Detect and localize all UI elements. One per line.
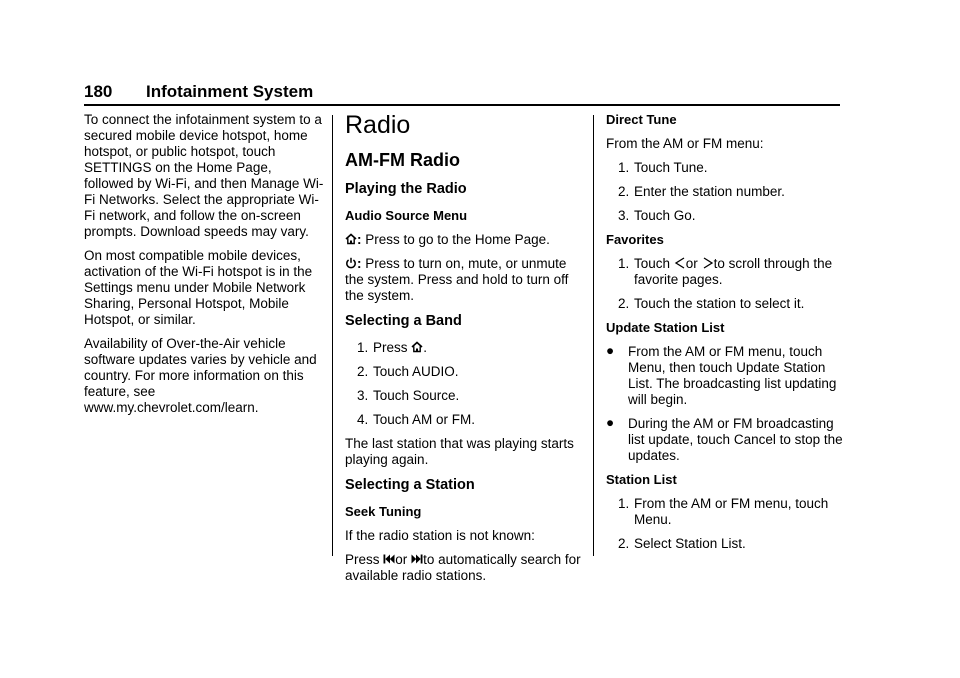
column-3: [606, 112, 846, 560]
page-number: 180: [84, 82, 113, 101]
chevron-right-icon: [702, 257, 714, 269]
list-item: 1. Press .: [357, 340, 428, 355]
page-header: [84, 80, 840, 106]
list-item: 1. Touch or to scroll through the favorite pages.: [618, 256, 833, 287]
section-title-radio: Radio: [345, 111, 411, 139]
update-station-list-bullets: [606, 344, 846, 464]
power-description: : Press to turn on, mute, or unmute the system. Press and hold to turn off the system.: [345, 256, 569, 303]
home-description: : Press to go to the Home Page.: [345, 232, 583, 248]
heading-selecting-band: Selecting a Band: [345, 313, 462, 329]
home-icon: [345, 233, 357, 245]
list-item: 1. Touch Tune.: [618, 160, 708, 175]
last-station-paragraph: The last station that was playing starts playing again.: [345, 436, 574, 467]
home-icon: [411, 341, 423, 353]
seek-forward-icon: [411, 553, 423, 565]
power-icon: [345, 257, 357, 269]
column-divider-2: [593, 115, 594, 556]
list-item: ● From the AM or FM menu, touch Menu, then touch Update Station List. The broadcasting list updating will begin.: [606, 343, 837, 407]
direct-tune-intro: From the AM or FM menu:: [606, 136, 764, 151]
mobile-hotspot-paragraph: On most compatible mobile devices, activation of the Wi-Fi hotspot is in the Settings menu under Mobile Network Sharing, Personal Hotspot, Mobile Hotspot, or similar.: [84, 248, 313, 327]
header-rule: [84, 104, 840, 106]
heading-audio-source-menu: Audio Source Menu: [345, 208, 468, 223]
favorites-steps: [606, 256, 846, 312]
list-item: 2. Enter the station number.: [618, 184, 785, 199]
station-list-steps: [606, 496, 846, 552]
heading-seek-tuning: Seek Tuning: [345, 504, 422, 519]
heading-playing-radio: Playing the Radio: [345, 181, 467, 197]
seek-instructions: Press or to automatically search for available radio stations.: [345, 552, 581, 583]
seek-back-icon: [383, 553, 395, 565]
heading-favorites: Favorites: [606, 232, 664, 247]
list-item: 2. Touch AUDIO.: [357, 364, 459, 379]
heading-selecting-station: Selecting a Station: [345, 477, 475, 493]
wifi-hotspot-paragraph: To connect the infotainment system to a secured mobile device hotspot, home hotspot, or public hotspot, touch SETTINGS on the Home Page, followed by Wi-Fi, and then Manage Wi-Fi Networks. Select the appropriate Wi-Fi network, and follow the on-screen prompts. Download speeds may vary.: [84, 112, 324, 239]
heading-station-list: Station List: [606, 472, 677, 487]
chevron-left-icon: [674, 257, 686, 269]
heading-update-station-list: Update Station List: [606, 320, 725, 335]
list-item: 3. Touch Source.: [357, 388, 460, 403]
section-title-am-fm: AM-FM Radio: [345, 150, 460, 170]
list-item: 4. Touch AM or FM.: [357, 412, 476, 427]
column-2: [345, 112, 583, 592]
ota-updates-paragraph: Availability of Over-the-Air vehicle software updates varies by vehicle and country. For more information on this feature, see www.my.chevrolet.com/learn.: [84, 336, 317, 415]
seek-intro: If the radio station is not known:: [345, 528, 535, 543]
chapter-title: Infotainment System: [146, 82, 314, 101]
heading-direct-tune: Direct Tune: [606, 112, 677, 127]
column-divider-1: [332, 115, 333, 556]
list-item: 2. Select Station List.: [618, 536, 746, 551]
list-item: ● During the AM or FM broadcasting list update, touch Cancel to stop the updates.: [606, 415, 843, 463]
direct-tune-steps: [606, 160, 846, 224]
column-1: [84, 112, 324, 424]
list-item: 2. Touch the station to select it.: [618, 296, 805, 311]
list-item: 1. From the AM or FM menu, touch Menu.: [618, 496, 829, 527]
band-steps-list: [345, 340, 583, 428]
list-item: 3. Touch Go.: [618, 208, 696, 223]
